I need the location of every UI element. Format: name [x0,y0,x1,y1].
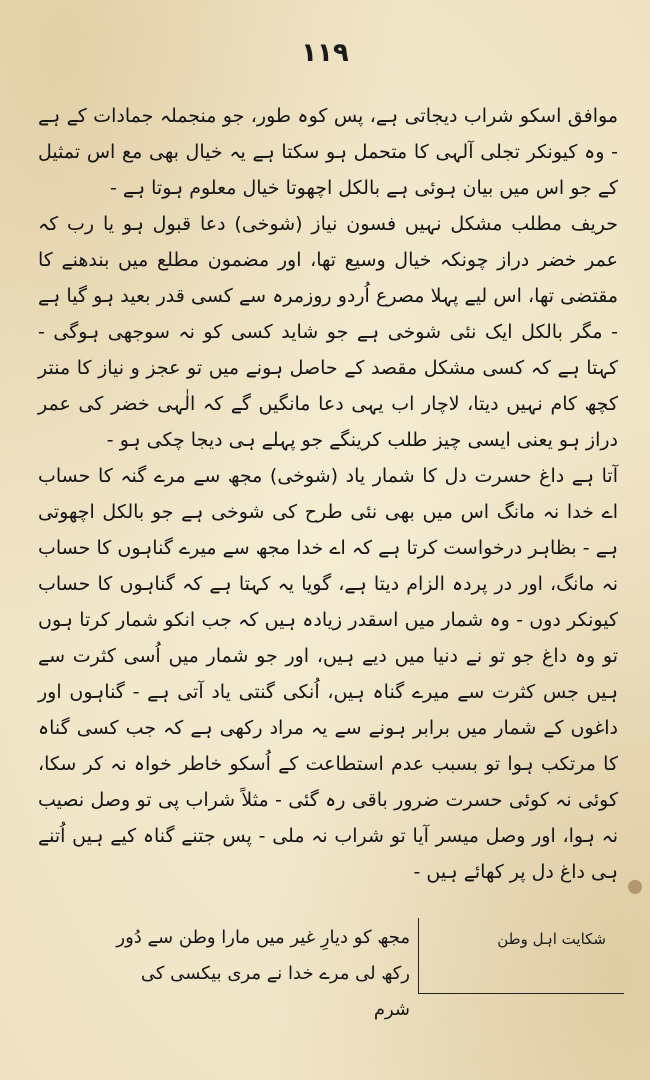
paragraph: حریف مطلب مشکل نہیں فسون نیاز (شوخی) دعا قبول ہو یا رب کہ عمر خضر دراز چونکہ خیال وسیع تھا، اور مضمون مطلع میں بندھنے کا مقتضی تھا، اس لیے پہلا مصرع اُردو روزمرہ سے کسی قدر بعید ہو گیا ہے - مگر بالکل ایک نئی شوخی ہے جو شاید کسی کو نہ سوجھی ہوگی - کہتا ہے کہ کسی مشکل مقصد کے حاصل ہونے میں تو عجز و نیاز کا منتر کچھ کام نہیں دیتا، لاچار اب یہی دعا مانگیں گے کہ الٰہی خضر کی عمر دراز ہو یعنی ایسی چیز طلب کرینگے جو پہلے ہی دیجا چکی ہو - [38,213,618,451]
verse-couplet [110,920,410,1028]
commentary-text [38,98,618,890]
verse-line: رکھ لی مرے خدا نے مری بیکسی کی شرم [140,963,410,1020]
paragraph: موافق اسکو شراب دیجاتی ہے، پس کوہ طور، جو منجملہ جمادات کے ہے - وہ کیونکر تجلی آلہی کا متحمل ہو سکتا ہے یہ خیال بھی مع اس تمثیل کے جو اس میں بیان ہوئی ہے بالکل اچھوتا خیال معلوم ہوتا ہے - [38,105,618,199]
margin-note-label: شکایت اہل وطن [497,930,606,948]
verse-line: مجھ کو دیارِ غیر میں مارا وطن سے دُور [116,927,410,948]
paragraph: آتا ہے داغ حسرت دل کا شمار یاد (شوخی) مجھ سے مرے گنہ کا حساب اے خدا نہ مانگ اس میں بھی نئی طرح کی شوخی ہے جو بالکل اچھوتی ہے - بظاہر درخواست کرتا ہے کہ اے خدا مجھ سے میرے گناہوں کا حساب نہ مانگ، اور در پردہ الزام دیتا ہے، گویا یہ کہتا ہے کہ گناہوں کا حساب کیونکر دوں - وہ شمار میں اسقدر زیادہ ہیں کہ جب انکو شمار کرتا ہوں تو وہ داغ جو تو نے دنیا میں دیے ہیں، اور جو شمار میں اُسی کثرت سے ہیں جس کثرت سے میرے گناہ ہیں، اُنکی گنتی یاد آتی ہے - گناہوں اور داغوں کے شمار میں برابر ہونے سے یہ مراد رکھی ہے کہ جب کسی گناہ کا مرتکب ہوا تو بسبب عدم استطاعت کے اُسکو خاطر خواہ نہ کر سکا، کوئی نہ کوئی حسرت ضرور باقی رہ گئی - مثلاً شراب پی تو وصل نصیب نہ ہوا، اور وصل میسر آیا تو شراب نہ ملی - پس جتنے گناہ کیے ہیں اُتنے ہی داغ دل پر کھائے ہیں - [38,465,618,883]
margin-note-box [418,918,624,994]
page-number: ۱۱۹ [301,38,349,68]
paper-stain [628,880,642,894]
